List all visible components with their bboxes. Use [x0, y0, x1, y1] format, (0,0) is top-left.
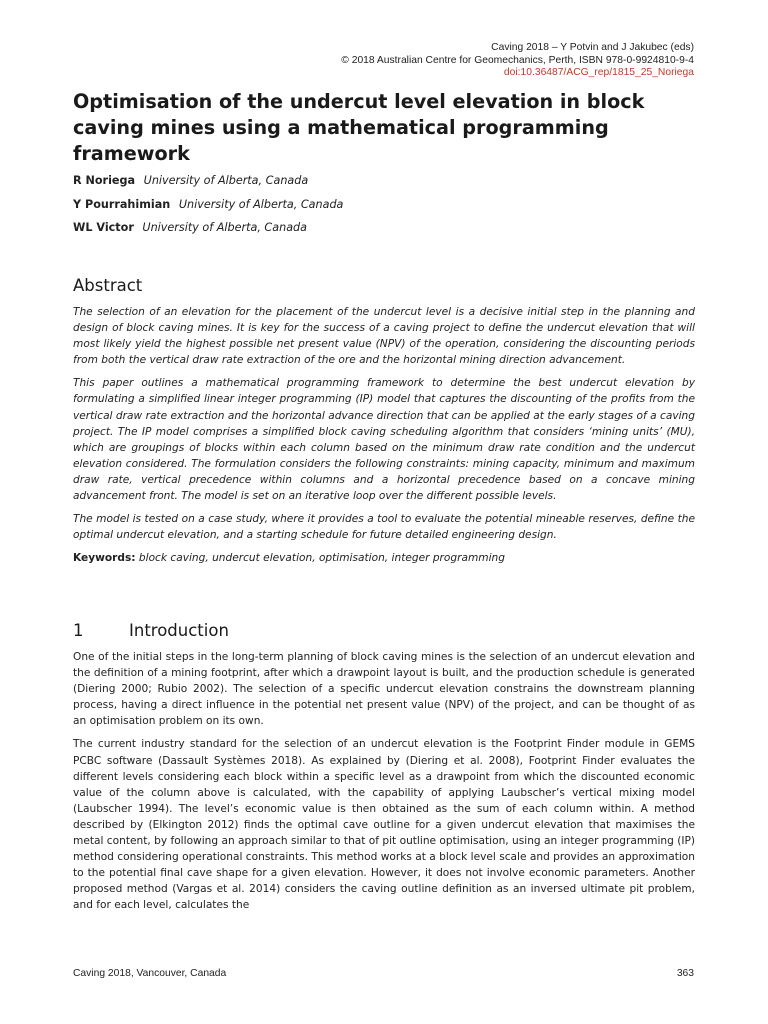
- author-affiliation: University of Alberta, Canada: [143, 174, 309, 187]
- publication-header: [134, 42, 694, 80]
- author-entry: [73, 173, 693, 197]
- section-title: Introduction: [129, 621, 229, 640]
- keywords-text: block caving, undercut elevation, optimisation, integer programming: [138, 552, 505, 565]
- paper-title: Optimisation of the undercut level elevation in block caving mines using a mathematical programming framework: [73, 90, 645, 165]
- page-number: 363: [676, 968, 694, 979]
- body-paragraph: One of the initial steps in the long-term planning of block caving mines is the selection of an undercut elevation and the definition of a mining footprint, after which a drawpoint layout is built, and the production schedule is generated (Diering 2000; Rubio 2002). The selection of a specific undercut elevation constrains the downstream planning process, having a direct influence in the potential net present value (NPV) of the project, and can be thought of as an optimisation problem on its own.: [73, 651, 695, 728]
- body-paragraph: The current industry standard for the selection of an undercut elevation is the Footprint Finder module in GEMS PCBC software (Dassault Systèmes 2018). As explained by (Diering et al. 2008), Footprint Finder evaluates the different levels considering each block within a specific level as a drawpoint from which the discounted economic value of the column above is calculated, with the capability of applying Laubscher’s vertical mixing model (Laubscher 1994). The level’s economic value is then obtained as the sum of each column within. A method described by (Elkington 2012) finds the optimal cave outline for a given undercut elevation that maximises the metal content, by following an approach similar to that of pit outline optimisation, using an integer programming (IP) method considering operational constraints. This method works at a block level scale and provides an approximation to the potential final cave shape for a given elevation. However, it does not involve economic parameters. Another proposed method (Vargas et al. 2014) considers the caving outline definition as an inversed ultimate pit problem, and for each level, calculates the: [73, 738, 695, 912]
- abstract-paragraph: This paper outlines a mathematical programming framework to determine the best undercut elevation by formulating a simplified linear integer programming (IP) model that captures the discounting of the profits from the vertical draw rate extraction and the horizontal advance direction that can be applied at the early stages of a caving project. The IP model comprises a simplified block caving scheduling algorithm that considers ‘mining units’ (MU), which are groupings of blocks within each column based on the minimum draw rate condition and the undercut elevation considered. The formulation considers the following constraints: mining capacity, minimum and maximum draw rate, vertical precedence within columns and a horizontal precedence based on a concave mining advancement front. The model is set on an iterative loop over the different possible levels.: [73, 377, 695, 503]
- abstract-heading: Abstract: [73, 276, 143, 295]
- introduction-heading: [73, 621, 229, 641]
- author-affiliation: University of Alberta, Canada: [178, 197, 344, 211]
- author-affiliation: University of Alberta, Canada: [142, 221, 308, 234]
- introduction-body: [73, 649, 695, 921]
- author-name: WL Victor: [73, 221, 134, 234]
- abstract-paragraph: The selection of an elevation for the placement of the undercut level is a decisive initial step in the planning and design of block caving mines. It is key for the success of a caving project to define the undercut elevation that will most likely yield the highest possible net present value (NPV) of the operation, considering the discounting periods from both the vertical draw rate extraction of the ore and the horizontal mining direction advancement.: [73, 306, 695, 367]
- author-entry: [73, 197, 693, 221]
- copyright-line: © 2018 Australian Centre for Geomechanics, Perth, ISBN 978-0-9924810-9-4: [341, 54, 694, 66]
- author-list: [73, 173, 693, 244]
- footer-conference: Caving 2018, Vancouver, Canada: [73, 968, 227, 979]
- abstract-paragraph: The model is tested on a case study, where it provides a tool to evaluate the potential mineable reserves, define the optimal undercut elevation, and a starting schedule for future detailed engineering design.: [73, 513, 695, 542]
- keywords-label: Keywords:: [73, 552, 136, 565]
- page-footer: [73, 968, 694, 979]
- doi-link[interactable]: doi:10.36487/ACG_rep/1815_25_Noriega: [503, 67, 694, 78]
- author-entry: [73, 220, 693, 244]
- abstract-body: [73, 304, 695, 566]
- author-name: Y Pourrahimian: [73, 197, 171, 211]
- proceedings-line: Caving 2018 – Y Potvin and J Jakubec (eds): [491, 42, 694, 53]
- keywords-line: [73, 550, 695, 566]
- section-number: 1: [73, 621, 84, 640]
- author-name: R Noriega: [73, 174, 136, 187]
